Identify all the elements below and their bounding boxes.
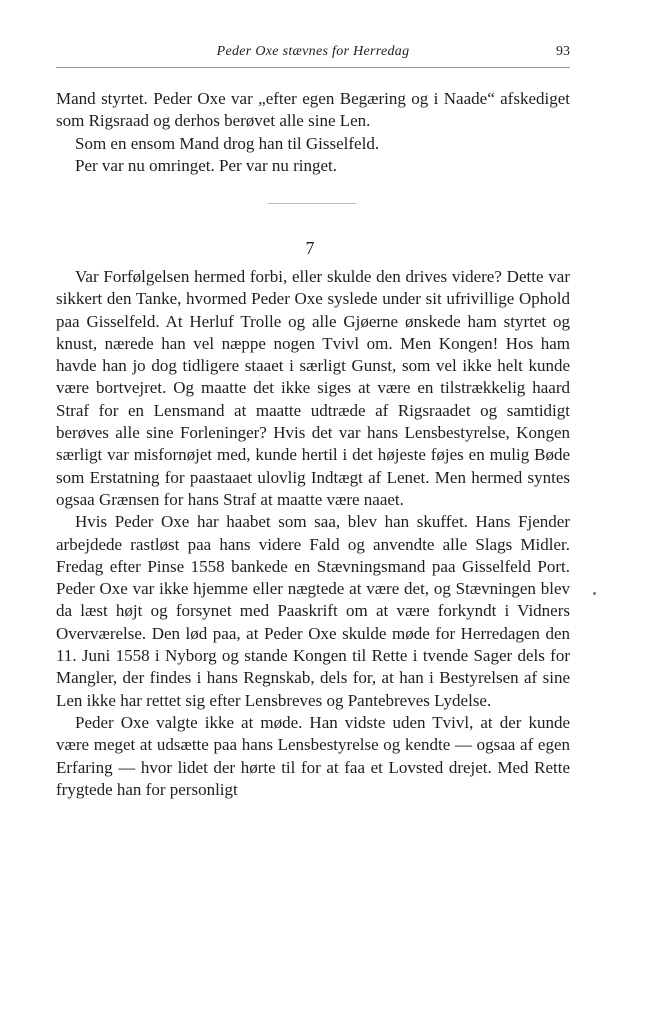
text-after-section bbox=[56, 266, 570, 801]
section-divider bbox=[268, 203, 356, 204]
paragraph: Mand styrtet. Peder Oxe var „efter egen Begæring og i Naade“ afskediget som Rigsraad og derhos berøvet alle sine Len. bbox=[56, 89, 570, 131]
margin-mark bbox=[593, 592, 596, 595]
paragraph: Hvis Peder Oxe har haabet som saa, blev han skuffet. Hans Fjender arbejdede rastløst paa hans videre Fald og anvendte alle Slags Midler. Fredag efter Pinse 1558 bankede en Stævningsmand paa Gisselfeld Port. Peder Oxe var ikke hjemme eller nægtede at være det, og Stævningen blev da læst højt og forsynet med Paaskrift om at være forkyndt i Vidners Overværelse. Den lød paa, at Peder Oxe skulde møde for Herredagen den 11. Juni 1558 i Nyborg og stande Kongen til Rette i tvende Sager dels for Mangler, der findes i hans Regnskab, dels for, at han i Bestyrelsen af sine Len ikke har rettet sig efter Lensbreves og Pantebreves Lydelse. bbox=[56, 512, 570, 710]
text-before-section bbox=[56, 88, 570, 177]
page-header bbox=[56, 44, 570, 66]
paragraph: Var Forfølgelsen hermed forbi, eller skulde den drives videre? Dette var sikkert den Tanke, hvormed Peder Oxe syslede under sit ufrivillige Ophold paa Gisselfeld. At Herluf Trolle og alle Gjøerne ønskede ham styrtet og knust, nærede han vel næppe nogen Tvivl om. Men Kongen! Hos ham havde han jo dog tidligere staaet i særligt Gunst, som vel ikke helt kunde være bortvejret. Og maatte det ikke siges at være en tilstrækkelig haard Straf for en Lensmand at maatte udtræde af Rigsraadet og samtidigt berøves alle sine Forleninger? Hvis det var hans Lensbestyrelse, Kongen særligt var misfornøjet med, kunde hertil i det højeste føjes en mulig Bøde som Erstatning for paastaaet ulovlig Indtægt af Lenet. Men hermed syntes ogsaa Grænsen for hans Straf at maatte være naaet. bbox=[56, 267, 570, 509]
paragraph: Peder Oxe valgte ikke at møde. Han vidste uden Tvivl, at der kunde være meget at udsætte paa hans Lensbestyrelse og kendte — ogsaa af egen Erfaring — hvor lidet der hørte til for at faa et Lovsted drejet. Med Rette frygtede han for personligt bbox=[56, 712, 570, 799]
paragraph: Som en ensom Mand drog han til Gisselfeld. bbox=[75, 133, 380, 153]
header-rule bbox=[56, 67, 570, 68]
paragraph: Per var nu omringet. Per var nu ringet. bbox=[75, 155, 338, 175]
page-number: 93 bbox=[556, 44, 570, 59]
section-number: 7 bbox=[305, 238, 315, 258]
running-title: Peder Oxe stævnes for Herredag bbox=[216, 44, 410, 59]
